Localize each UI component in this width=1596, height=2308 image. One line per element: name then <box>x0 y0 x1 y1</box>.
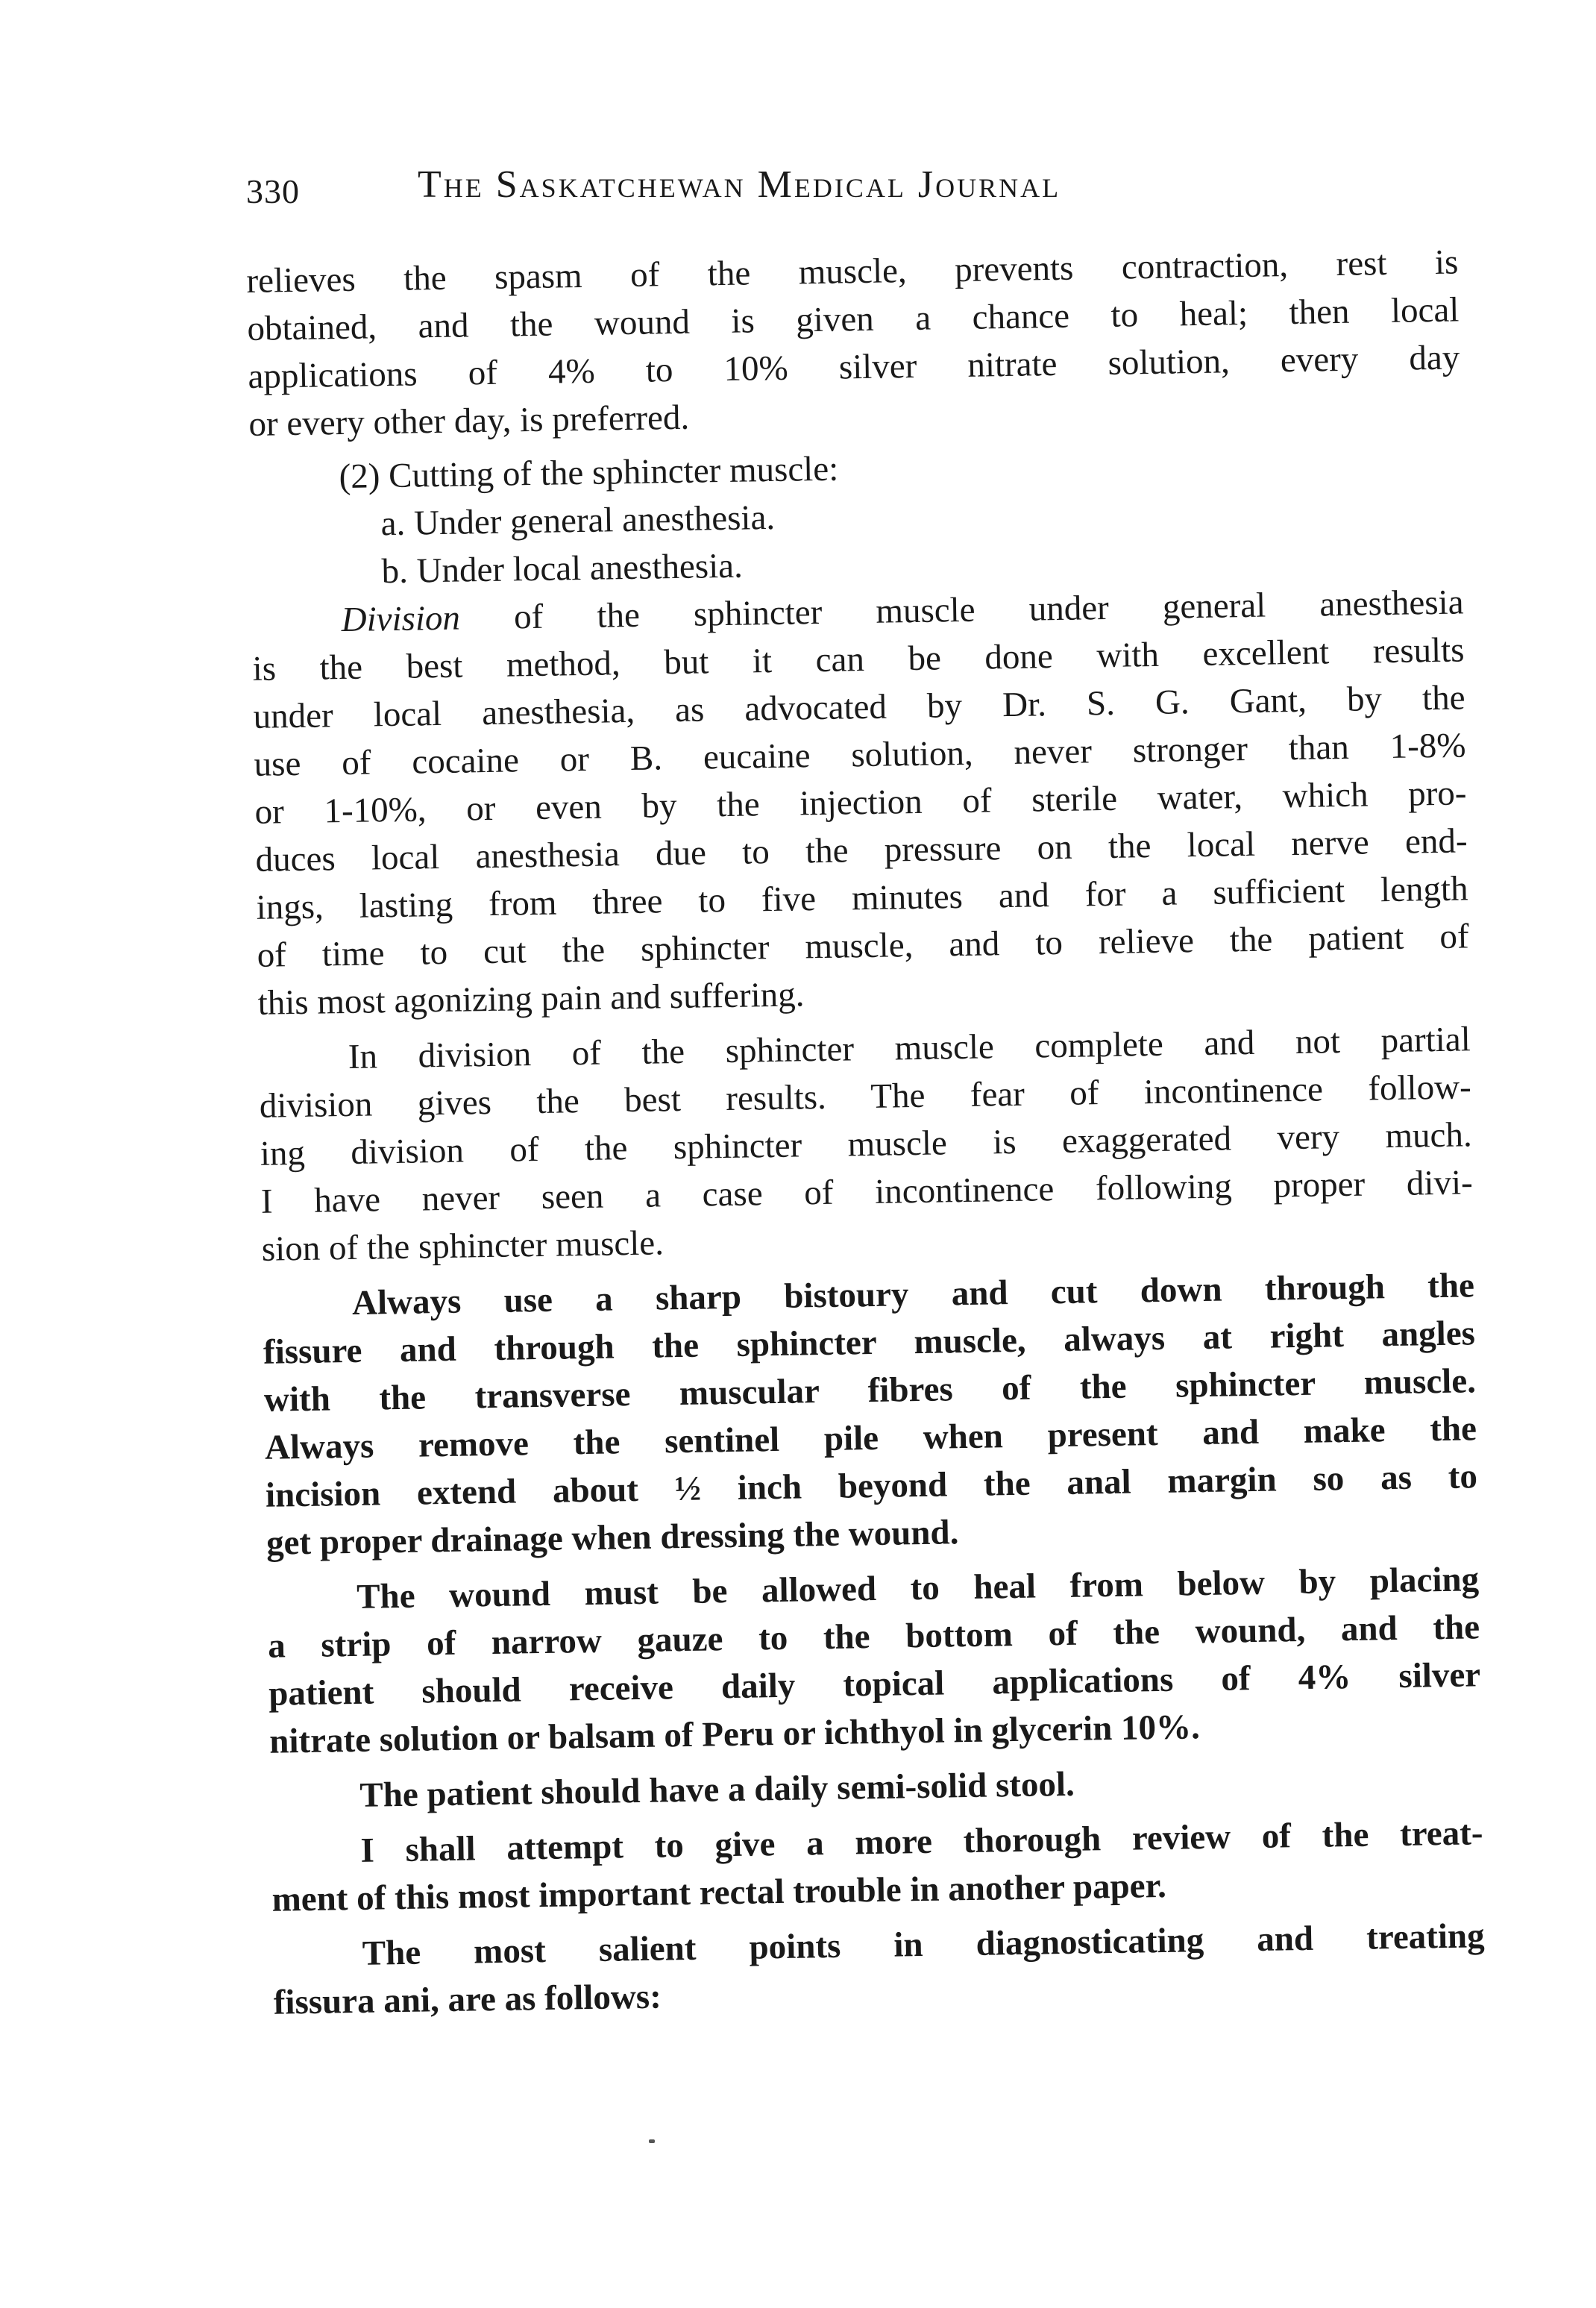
text-line: fissura ani, are as follows: <box>273 1977 662 2022</box>
paragraph-stool <box>270 1754 1483 1821</box>
text-line: use of cocaine or B. eucaine solution, never stronger than 1-8% <box>254 726 1466 784</box>
text-line: is the best method, but it can be done with excellent results <box>252 630 1465 689</box>
running-head <box>246 163 1216 215</box>
paragraph-continued <box>246 238 1461 448</box>
text-line: duces local anesthesia due to the pressure on the local nerve end- <box>255 821 1468 879</box>
text-line: I shall attempt to give a more thorough review of the treat- <box>360 1813 1483 1870</box>
paragraph-healing <box>267 1555 1482 1765</box>
article-body <box>246 238 1486 2032</box>
text-line: get proper drainage when dressing the wound. <box>266 1513 959 1563</box>
text-line: ings, lasting from three to five minutes and for a sufficient length <box>256 869 1468 927</box>
page-number: 330 <box>246 172 300 210</box>
paragraph-incontinence <box>258 1015 1474 1273</box>
text-line: relieves the spasm of the muscle, prevents contraction, rest is <box>246 242 1459 301</box>
text-line: Always remove the sentinel pile when present and make the <box>264 1409 1477 1467</box>
text-line: obtained, and the wound is given a chance to heal; then local <box>247 290 1460 348</box>
text-line: The wound must be allowed to heal from below by placing <box>356 1560 1480 1616</box>
list-heading: (2) Cutting of the sphincter muscle: <box>339 449 839 497</box>
paragraph-division <box>251 578 1470 1026</box>
text-line: ment of this most important rectal trouble in another paper. <box>271 1866 1167 1919</box>
journal-title: The Saskatchewan Medical Journal <box>418 163 1061 206</box>
text-line: patient should receive daily topical applications of 4% silver <box>268 1655 1481 1713</box>
print-speck <box>649 2139 655 2143</box>
text-line: Always use a sharp bistoury and cut down through the <box>351 1266 1475 1323</box>
text-line: applications of 4% to 10% silver nitrate solution, every day <box>248 338 1460 396</box>
paragraph-salient-points <box>272 1912 1486 2027</box>
text-line: under local anesthesia, as advocated by Dr. S. G. Gant, by the <box>253 678 1465 736</box>
text-line: or every other day, is preferred. <box>248 398 690 444</box>
text-line: nitrate solution or balsam of Peru or ichthyol in glycerin 10%. <box>268 1708 1201 1761</box>
text-line: incision extend about ½ inch beyond the anal margin so as to <box>265 1457 1478 1515</box>
text-line: this most agonizing pain and suffering. <box>257 975 805 1023</box>
text-line: division gives the best results. The fear of incontinence follow- <box>259 1067 1472 1126</box>
list-item: a. Under general anesthesia. <box>380 498 776 544</box>
paragraph-technique <box>263 1261 1479 1567</box>
text-line: I have never seen a case of incontinence following proper divi- <box>260 1163 1474 1221</box>
list-item: b. Under local anesthesia. <box>381 546 744 592</box>
text-line: In division of the sphincter muscle complete and not partial <box>348 1020 1471 1076</box>
text-line: ing division of the sphincter muscle is exaggerated very much. <box>260 1115 1473 1173</box>
text-fragment: of the sphincter muscle under general anesthesia <box>459 583 1464 638</box>
text-line: a strip of narrow gauze to the bottom of the wound, and the <box>267 1608 1480 1666</box>
text-line: or 1-10%, or even by the injection of sterile water, which pro- <box>254 774 1467 832</box>
paragraph-review <box>271 1809 1484 1924</box>
text-line: sion of the sphincter muscle. <box>261 1223 665 1269</box>
text-line: with the transverse muscular fibres of the sphincter muscle. <box>263 1361 1477 1420</box>
emphasis-division: Division <box>341 598 461 640</box>
text-line: The patient should have a daily semi-solid stool. <box>359 1764 1075 1815</box>
text-line: fissure and through the sphincter muscle, always at right angles <box>263 1314 1476 1372</box>
text-line: The most salient points in diagnosticating and treating <box>362 1916 1485 1973</box>
text-line: of time to cut the sphincter muscle, and to relieve the patient of <box>257 917 1469 975</box>
